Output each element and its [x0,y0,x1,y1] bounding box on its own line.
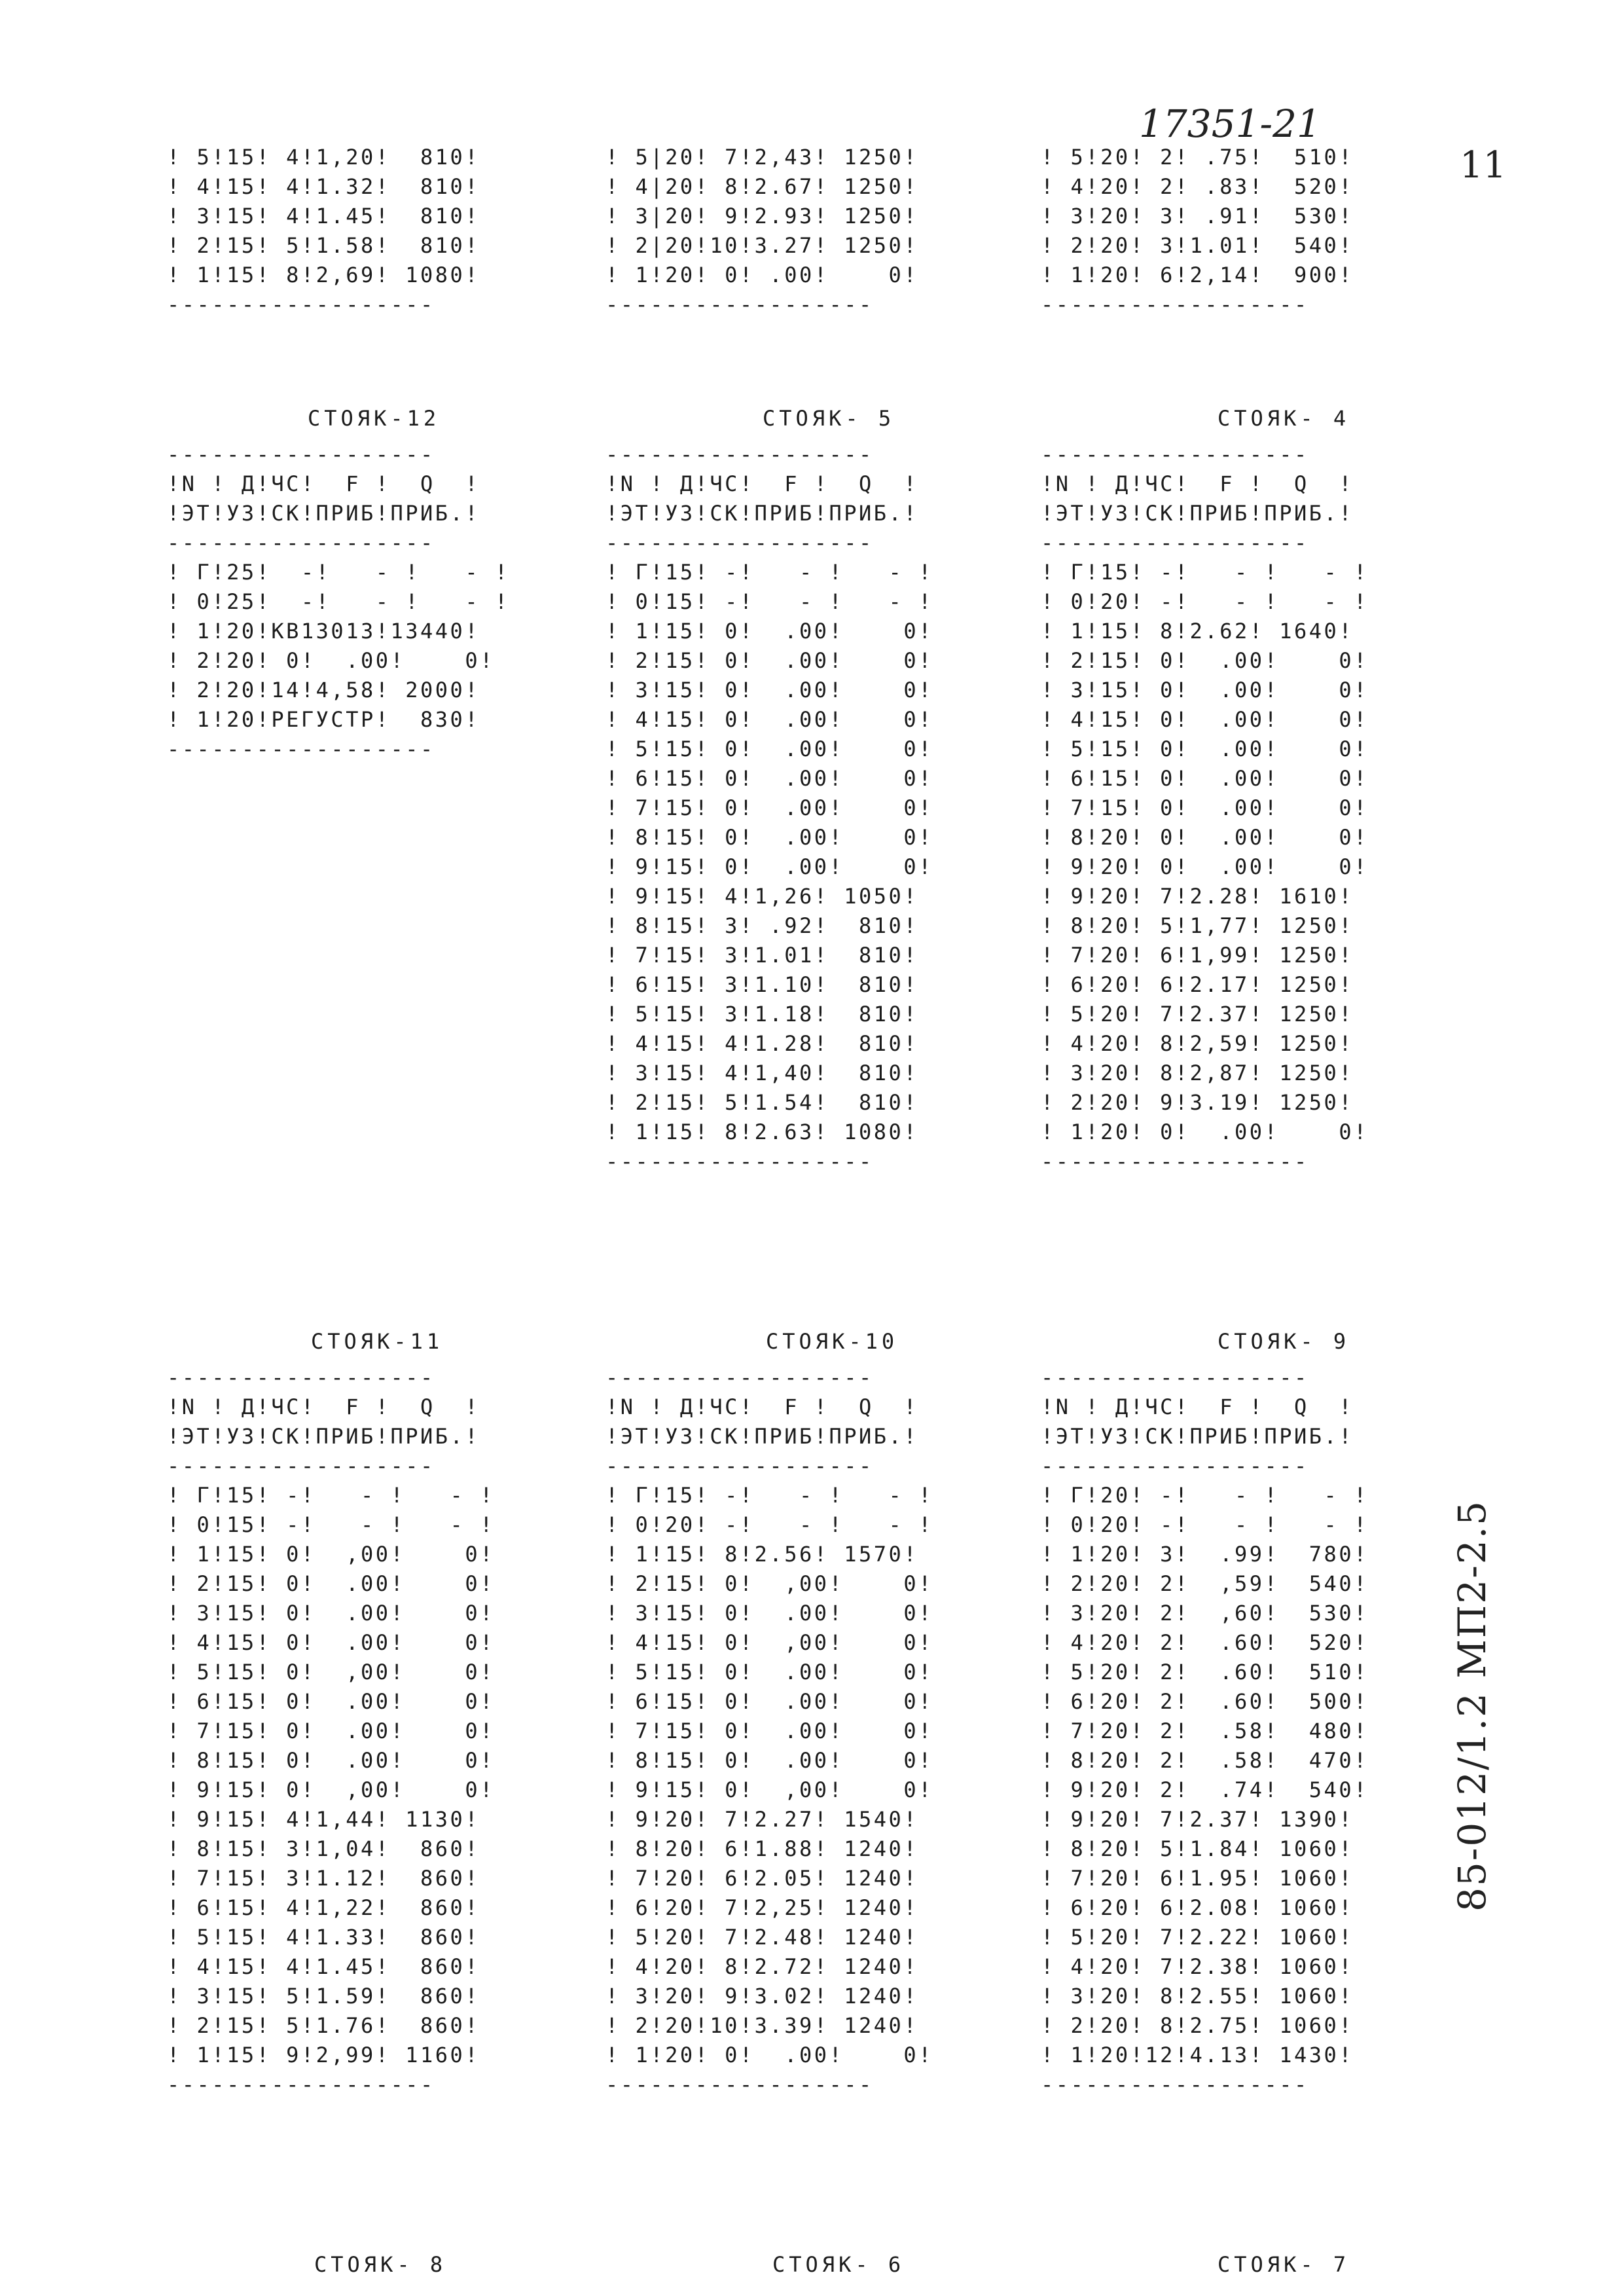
table-row: ! 4!20! 2! .60! 520! [1041,1630,1369,1655]
table-row: ! 2!15! 5!1.54! 810! [605,1090,919,1115]
section2-title-3: СТОЯК- 4 [1218,406,1350,431]
table-row: ! 3!20! 2! ,60! 530! [1041,1601,1369,1626]
table-row: ! 2!15! 0! .00! 0! [167,1571,495,1596]
table-row: ! 2!20! 0! .00! 0! [167,648,495,673]
table-row: ! 4!15! 4!1.45! 860! [167,1954,480,1979]
table-rule: ------------------ [1041,1365,1309,1390]
table-row: ! 9!15! 4!1,26! 1050! [605,884,919,909]
table-row: ! 5!15! 0! .00! 0! [605,737,933,761]
table-row: ! 8!15! 0! .00! 0! [605,1748,933,1773]
table-row: ! Г!15! -! - ! - ! [605,560,933,585]
table-row: ! 3!20! 8!2.55! 1060! [1041,1984,1354,2009]
table-row: ! 1!15! 0! .00! 0! [605,619,933,644]
table-row: ! 3!15! 0! .00! 0! [167,1601,495,1626]
table-row: ! 8!20! 0! .00! 0! [1041,825,1369,850]
table-rule: ------------------ [605,442,874,467]
table-row: ! 0!20! -! - ! - ! [1041,589,1369,614]
table-row: ! 4!15! 0! .00! 0! [1041,707,1369,732]
table-row: ! 0!20! -! - ! - ! [1041,1512,1369,1537]
table-header-row: !ЭТ!УЗ!СК!ПРИБ!ПРИБ.! [605,1424,919,1449]
table-row: ! 5!15! 0! .00! 0! [1041,737,1369,761]
table-row: ! 7!15! 0! .00! 0! [167,1719,495,1743]
table-row: ! 5!15! 4!1.33! 860! [167,1925,480,1950]
margin-mark: 11 [1460,144,1507,187]
table-row: ! 5!20! 7!2.37! 1250! [1041,1002,1354,1027]
table-header-row: !N ! Д!ЧС! F ! Q ! [167,1394,480,1419]
table-rule: ------------------ [167,530,435,555]
table-row: ! 4!20! 2! .83! 520! [1041,174,1354,199]
table-header-row: !N ! Д!ЧС! F ! Q ! [1041,1394,1354,1419]
table-row: ! 3!15! 0! .00! 0! [605,678,933,702]
table-row: ! 9!20! 7!2.37! 1390! [1041,1807,1354,1832]
table-header-row: !N ! Д!ЧС! F ! Q ! [605,471,919,496]
table-row: ! 3!20! 8!2,87! 1250! [1041,1061,1354,1085]
table-row: ! 1!15! 9!2,99! 1160! [167,2043,480,2067]
section3-table-2 [605,1363,933,2100]
table-row: ! 1!20!РЕГУСТР! 830! [167,707,480,732]
table-row: ! 2!20! 8!2.75! 1060! [1041,2013,1354,2038]
table-row: ! 5!15! 0! .00! 0! [605,1660,933,1684]
table-rule: ------------------ [1041,1453,1309,1478]
table-header-row: !ЭТ!УЗ!СК!ПРИБ!ПРИБ.! [167,1424,480,1449]
table-rule: ------------------ [1041,530,1309,555]
table-row: ! 4!15! 4!1.32! 810! [167,174,480,199]
table-row: ! 0!20! -! - ! - ! [605,1512,933,1537]
table-row: ! 9!20! 0! .00! 0! [1041,854,1369,879]
table-row: ! 1!20!12!4.13! 1430! [1041,2043,1354,2067]
table-row: ! 6!20! 6!2.17! 1250! [1041,972,1354,997]
table-row: ! 1!15! 8!2.63! 1080! [605,1119,919,1144]
table-row: ! 1!20! 6!2,14! 900! [1041,263,1354,287]
table-row: ! 3!15! 0! .00! 0! [605,1601,933,1626]
section3-title-1: СТОЯК-11 [311,1329,444,1354]
table-row: ! 9!15! 4!1,44! 1130! [167,1807,480,1832]
table-header-row: !ЭТ!УЗ!СК!ПРИБ!ПРИБ.! [1041,501,1354,526]
table-row: ! 8!20! 5!1.84! 1060! [1041,1836,1354,1861]
table-row: ! 6!20! 7!2,25! 1240! [605,1895,919,1920]
table-row: ! Г!15! -! - ! - ! [167,1483,495,1508]
table-row: ! 1!15! 0! ,00! 0! [167,1542,495,1567]
table-row: ! 6!15! 0! .00! 0! [167,1689,495,1714]
table-row: ! 6!15! 4!1,22! 860! [167,1895,480,1920]
section3-title-3: СТОЯК- 9 [1218,1329,1350,1354]
table-header-row: !N ! Д!ЧС! F ! Q ! [167,471,480,496]
table-row: ! 7!15! 0! .00! 0! [605,795,933,820]
table-row: ! 4!15! 0! ,00! 0! [605,1630,933,1655]
table-row: ! 4|20! 8!2.67! 1250! [605,174,919,199]
table-row: ! 5!15! 0! ,00! 0! [167,1660,495,1684]
table-row: ! 2!15! 0! .00! 0! [1041,648,1369,673]
top-table-col2 [605,143,918,319]
table-row: ! 4!15! 0! .00! 0! [167,1630,495,1655]
table-row: ! 7!15! 0! .00! 0! [1041,795,1369,820]
table-row: ! 7!20! 6!2.05! 1240! [605,1866,919,1891]
table-row: ! 3|20! 9!2.93! 1250! [605,204,919,228]
table-rule: ------------------ [605,292,874,317]
table-row: ! 6!20! 6!2.08! 1060! [1041,1895,1354,1920]
table-rule: ------------------ [1041,292,1309,317]
table-row: ! 5!20! 2! .60! 510! [1041,1660,1369,1684]
table-row: ! 9!20! 7!2.27! 1540! [605,1807,919,1832]
table-header-row: !ЭТ!УЗ!СК!ПРИБ!ПРИБ.! [167,501,480,526]
table-rule: ------------------ [605,530,874,555]
table-row: ! 4!15! 0! .00! 0! [605,707,933,732]
table-rule: ------------------ [1041,1149,1309,1174]
table-row: ! 0!25! -! - ! - ! [167,589,510,614]
table-row: ! 0!15! -! - ! - ! [167,1512,495,1537]
table-row: ! 7!15! 0! .00! 0! [605,1719,933,1743]
table-row: ! 1!20!КВ13013!13440! [167,619,480,644]
table-row: ! 5!15! 4!1,20! 810! [167,145,480,170]
table-row: ! 7!20! 2! .58! 480! [1041,1719,1369,1743]
table-row: ! 4!20! 7!2.38! 1060! [1041,1954,1354,1979]
table-rule: ------------------ [605,1365,874,1390]
table-row: ! 3!15! 4!1.45! 810! [167,204,480,228]
table-row: ! 6!20! 2! .60! 500! [1041,1689,1369,1714]
table-rule: ------------------ [167,2072,435,2097]
table-rule: ------------------ [605,2072,874,2097]
table-row: ! 7!15! 3!1.12! 860! [167,1866,480,1891]
table-rule: ------------------ [605,1149,874,1174]
table-row: ! 5!20! 2! .75! 510! [1041,145,1354,170]
section3-table-3 [1041,1363,1369,2100]
table-row: ! 1!15! 8!2.56! 1570! [605,1542,919,1567]
table-rule: ------------------ [167,1365,435,1390]
table-row: ! 8!20! 6!1.88! 1240! [605,1836,919,1861]
table-row: ! 1!20! 0! .00! 0! [1041,1119,1369,1144]
section4-title-3: СТОЯК- 7 [1218,2252,1350,2277]
section2-table-2 [605,440,933,1176]
table-row: ! 9!15! 0! .00! 0! [605,854,933,879]
table-rule: ------------------ [1041,442,1309,467]
section3-table-1 [167,1363,495,2100]
table-row: ! 9!15! 0! ,00! 0! [167,1777,495,1802]
section3-title-2: СТОЯК-10 [766,1329,899,1354]
table-rule: ------------------ [605,1453,874,1478]
table-row: ! 4!20! 8!2,59! 1250! [1041,1031,1354,1056]
table-header-row: !N ! Д!ЧС! F ! Q ! [605,1394,919,1419]
table-header-row: !ЭТ!УЗ!СК!ПРИБ!ПРИБ.! [605,501,919,526]
table-row: ! 8!15! 3! .92! 810! [605,913,919,938]
table-row: ! 4!15! 4!1.28! 810! [605,1031,919,1056]
table-rule: ------------------ [167,737,435,761]
table-row: ! 6!15! 3!1.10! 810! [605,972,919,997]
table-row: ! 2!15! 5!1.58! 810! [167,233,480,258]
table-row: ! 7!15! 3!1.01! 810! [605,943,919,968]
table-row: ! 3!20! 3! .91! 530! [1041,204,1354,228]
table-row: ! 8!20! 5!1,77! 1250! [1041,913,1354,938]
table-row: ! 2!20!10!3.39! 1240! [605,2013,919,2038]
table-row: ! 5!15! 3!1.18! 810! [605,1002,919,1027]
table-row: ! 2!15! 0! .00! 0! [605,648,933,673]
table-row: ! 2!20!14!4,58! 2000! [167,678,480,702]
table-row: ! 2|20!10!3.27! 1250! [605,233,919,258]
section2-title-1: СТОЯК-12 [308,406,441,431]
table-row: ! 8!15! 3!1,04! 860! [167,1836,480,1861]
table-header-row: !N ! Д!ЧС! F ! Q ! [1041,471,1354,496]
handwritten-number: 17351-21 [1139,101,1321,146]
table-rule: ------------------ [167,292,435,317]
table-row: ! 2!15! 0! ,00! 0! [605,1571,933,1596]
section4-title-2: СТОЯК- 6 [772,2252,905,2277]
table-rule: ------------------ [167,1453,435,1478]
table-row: ! Г!25! -! - ! - ! [167,560,510,585]
table-row: ! 3!15! 0! .00! 0! [1041,678,1369,702]
table-row: ! 4!20! 8!2.72! 1240! [605,1954,919,1979]
table-row: ! 1!15! 8!2,69! 1080! [167,263,480,287]
table-row: ! 9!20! 2! .74! 540! [1041,1777,1369,1802]
table-row: ! 7!20! 6!1.95! 1060! [1041,1866,1354,1891]
table-row: ! Г!15! -! - ! - ! [605,1483,933,1508]
top-table-col1 [167,143,480,319]
table-row: ! 1!20! 0! .00! 0! [605,2043,933,2067]
table-row: ! 6!15! 0! .00! 0! [605,1689,933,1714]
table-row: ! 5|20! 7!2,43! 1250! [605,145,919,170]
table-row: ! Г!20! -! - ! - ! [1041,1483,1369,1508]
table-row: ! 2!15! 5!1.76! 860! [167,2013,480,2038]
table-row: ! 9!20! 7!2.28! 1610! [1041,884,1354,909]
table-row: ! 3!15! 4!1,40! 810! [605,1061,919,1085]
top-table-col3 [1041,143,1354,319]
table-row: ! 8!20! 2! .58! 470! [1041,1748,1369,1773]
table-row: ! 3!20! 9!3.02! 1240! [605,1984,919,2009]
table-row: ! Г!15! -! - ! - ! [1041,560,1369,585]
table-row: ! 2!20! 2! ,59! 540! [1041,1571,1369,1596]
table-row: ! 6!15! 0! .00! 0! [605,766,933,791]
table-row: ! 3!15! 5!1.59! 860! [167,1984,480,2009]
section2-table-1 [167,440,510,764]
table-row: ! 8!15! 0! .00! 0! [605,825,933,850]
table-rule: ------------------ [1041,2072,1309,2097]
section4-title-1: СТОЯК- 8 [314,2252,447,2277]
table-row: ! 2!20! 9!3.19! 1250! [1041,1090,1354,1115]
table-row: ! 6!15! 0! .00! 0! [1041,766,1369,791]
table-rule: ------------------ [167,442,435,467]
table-row: ! 2!20! 3!1.01! 540! [1041,233,1354,258]
table-row: ! 7!20! 6!1,99! 1250! [1041,943,1354,968]
table-row: ! 1!20! 0! .00! 0! [605,263,919,287]
section2-table-3 [1041,440,1369,1176]
table-row: ! 8!15! 0! .00! 0! [167,1748,495,1773]
table-header-row: !ЭТ!УЗ!СК!ПРИБ!ПРИБ.! [1041,1424,1354,1449]
side-stamp: 85-012/1.2 МП2-2.5 [1450,1499,1494,1912]
table-row: ! 5!20! 7!2.48! 1240! [605,1925,919,1950]
table-row: ! 5!20! 7!2.22! 1060! [1041,1925,1354,1950]
table-row: ! 1!20! 3! .99! 780! [1041,1542,1369,1567]
table-row: ! 0!15! -! - ! - ! [605,589,933,614]
table-row: ! 1!15! 8!2.62! 1640! [1041,619,1354,644]
table-row: ! 9!15! 0! ,00! 0! [605,1777,933,1802]
section2-title-2: СТОЯК- 5 [763,406,895,431]
